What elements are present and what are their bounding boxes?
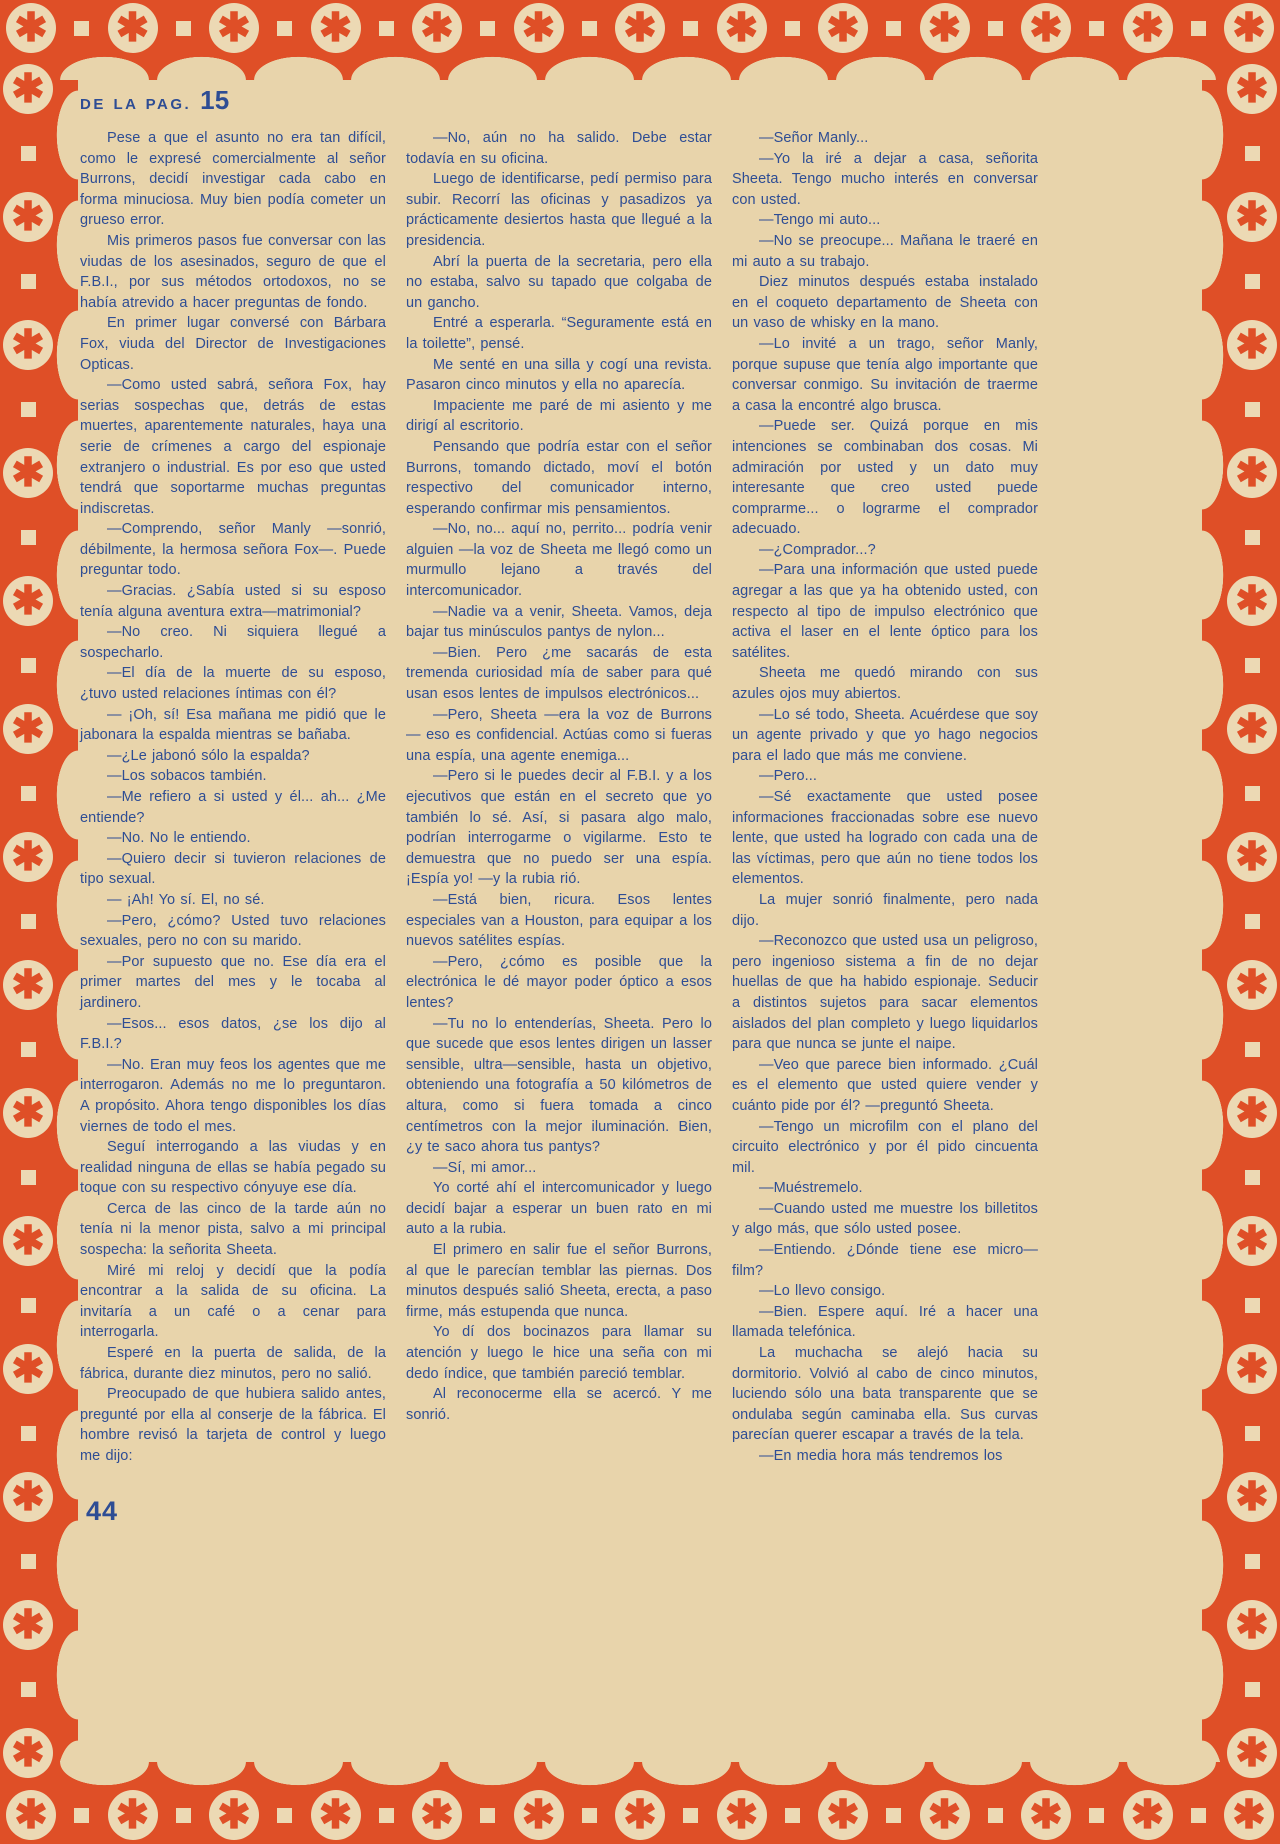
border-square-ornament (683, 21, 698, 36)
paragraph: —Pero, Sheeta —era la voz de Burrons— eso es confidencial. Actúas como si fueras una espía, una agente enemiga... (406, 706, 712, 764)
paragraph: —Está bien, ricura. Esos lentes especiales van a Houston, para equipar a los nuevos satélites espías. (406, 891, 712, 950)
asterisk-medallion-icon: ✱ (920, 1790, 970, 1840)
border-square-ornament (21, 1298, 36, 1313)
border-top-decoration (0, 0, 1280, 56)
asterisk-medallion-icon: ✱ (209, 3, 259, 53)
border-square-ornament (1245, 786, 1260, 801)
paragraph: —No, no... aquí no, perrito... podría venir alguien —la voz de Sheeta me llegó como un murmullo lejano a través del intercomunicador. (406, 521, 712, 600)
asterisk-medallion-icon: ✱ (3, 64, 53, 114)
paragraph: —Reconozco que usted usa un peligroso, pero ingenioso sistema a fin de no dejar huellas de que ha habido espionaje. Seducir a distintos sujetos para sacar elementos aislados del plan completo y luego liquidarlos para que nunca se junte el naipe. (732, 933, 1038, 1053)
paragraph: —Veo que parece bien informado. ¿Cuál es el elemento que usted quiere vender y cuánto pide por él? —preguntó Sheeta. (732, 1056, 1038, 1114)
asterisk-medallion-icon: ✱ (1227, 1472, 1277, 1522)
asterisk-medallion-icon: ✱ (3, 576, 53, 626)
paragraph: Al reconocerme ella se acercó. Y me sonrió. (406, 1386, 712, 1423)
paragraph: —No creo. Ni siquiera llegué a sospecharlo. (80, 624, 386, 661)
border-square-ornament (480, 21, 495, 36)
asterisk-medallion-icon: ✱ (1227, 1728, 1277, 1778)
paragraph: —¿Comprador...? (759, 541, 876, 558)
paragraph: Miré mi reloj y decidí que la podía encontrar a la salida de su oficina. La invitaría a un café o a cenar para interrogarla. (80, 1262, 386, 1341)
paragraph: Seguí interrogando a las viudas y en realidad ninguna de ellas se había pegado su toque con su respectivo cónyuye ese día. (80, 1139, 386, 1197)
border-square-ornament (21, 1426, 36, 1441)
asterisk-medallion-icon: ✱ (920, 3, 970, 53)
asterisk-medallion-icon: ✱ (6, 3, 56, 53)
asterisk-medallion-icon: ✱ (818, 3, 868, 53)
border-square-ornament (1245, 1426, 1260, 1441)
border-left-decoration (0, 56, 56, 1786)
border-square-ornament (277, 21, 292, 36)
asterisk-medallion-icon: ✱ (209, 1790, 259, 1840)
paragraph: —Sé exactamente que usted posee informaciones fraccionadas sobre ese nuevo lente, que usted ha logrado con cada una de las víctimas, pero que aún no tiene todos los elementos. (732, 789, 1038, 888)
paragraph: Preocupado de que hubiera salido antes, pregunté por ella al conserje de la fábrica. El hombre revisó la tarjeta de control y luego me dijo: (80, 1386, 386, 1464)
paragraph: Luego de identificarse, pedí permiso para subir. Recorrí las oficinas y pasadizos ya prácticamente desiertos hasta que llegué a la presidencia. (406, 171, 712, 249)
paragraph: —Para una información que usted puede agregar a las que ya ha obtenido usted, con respecto al tipo de impulso electrónico que activa el laser en el lente óptico para los satélites. (732, 562, 1038, 661)
paragraph: —Sí, mi amor... (433, 1159, 537, 1176)
paragraph: Pese a que el asunto no era tan difícil, como le expresé comercialmente al señor Burrons, decidí investigar cada cabo en forma minuciosa. Muy bien podía cometer un grueso error. (80, 130, 386, 229)
border-square-ornament (21, 274, 36, 289)
asterisk-medallion-icon: ✱ (3, 1472, 53, 1522)
border-square-ornament (988, 1808, 1003, 1823)
paragraph: —Esos... esos datos, ¿se los dijo al F.B.I.? (80, 1015, 386, 1053)
continued-from-page-number: 15 (200, 85, 230, 115)
asterisk-medallion-icon: ✱ (1224, 3, 1274, 53)
paragraph: Me senté en una silla y cogí una revista. Pasaron cinco minutos y ella no aparecía. (406, 356, 712, 394)
paragraph: —Cuando usted me muestre los billetitos y algo más, que sólo usted posee. (732, 1200, 1038, 1238)
border-square-ornament (21, 146, 36, 161)
paragraph: —Tu no lo entenderías, Sheeta. Pero lo que sucede que esos lentes dirigen un lasser sensible, ultra—sensible, hasta un objetivo, obteniendo una fotografía a 50 kilómetros de altura, como si fuera tomada a cinco centímetros con la mejor iluminación. Bien, ¿y te saco ahora tus pantys? (406, 1015, 712, 1156)
border-square-ornament (1245, 274, 1260, 289)
asterisk-medallion-icon: ✱ (1227, 704, 1277, 754)
paragraph: —Puede ser. Quizá porque en mis intenciones se combinaban dos cosas. Mi admiración por usted y un dato muy interesante que creo usted puede comprarme... o lograrme el comprador adecuado. (732, 418, 1038, 538)
paragraph: — ¡Oh, sí! Esa mañana me pidió que le jabonara la espalda mientras se bañaba. (80, 706, 386, 744)
border-square-ornament (379, 21, 394, 36)
paragraph: —Gracias. ¿Sabía usted si su esposo tenía alguna aventura extra—matrimonial? (80, 583, 386, 620)
paragraph: —No, aún no ha salido. Debe estar todavía en su oficina. (406, 130, 712, 167)
border-square-ornament (74, 1808, 89, 1823)
asterisk-medallion-icon: ✱ (1123, 3, 1173, 53)
border-square-ornament (1089, 1808, 1104, 1823)
asterisk-medallion-icon: ✱ (1227, 1600, 1277, 1650)
border-square-ornament (988, 21, 1003, 36)
paragraph: —Tengo un microfilm con el plano del circuito electrónico y por él pido cincuenta mil. (732, 1118, 1038, 1176)
asterisk-medallion-icon: ✱ (818, 1790, 868, 1840)
paragraph: —Lo sé todo, Sheeta. Acuérdese que soy un agente privado y que yo hago negocios para el lado que más me conviene. (732, 706, 1038, 764)
border-square-ornament (21, 1682, 36, 1697)
border-bottom-decoration (0, 1786, 1280, 1844)
asterisk-medallion-icon: ✱ (514, 1790, 564, 1840)
asterisk-medallion-icon: ✱ (311, 1790, 361, 1840)
border-square-ornament (1191, 21, 1206, 36)
asterisk-medallion-icon: ✱ (3, 1344, 53, 1394)
asterisk-medallion-icon: ✱ (717, 3, 767, 53)
paragraph: —Como usted sabrá, señora Fox, hay serias sospechas que, detrás de estas muertes, aparentemente naturales, haya una serie de crímenes a cargo del espionaje extranjero o industrial. Es por eso que usted tendrá que soportarme muchas preguntas indiscretas. (80, 377, 386, 517)
border-square-ornament (582, 1808, 597, 1823)
border-square-ornament (1245, 530, 1260, 545)
border-square-ornament (1245, 1682, 1260, 1697)
border-right-decoration (1224, 56, 1280, 1786)
paragraph: —Yo la iré a dejar a casa, señorita Sheeta. Tengo mucho interés en conversar con usted. (732, 150, 1038, 208)
paragraph: —Los sobacos también. (107, 768, 267, 785)
border-square-ornament (1245, 402, 1260, 417)
paragraph: —Entiendo. ¿Dónde tiene ese micro—film? (732, 1242, 1038, 1279)
paragraph: —El día de la muerte de su esposo, ¿tuvo usted relaciones íntimas con él? (80, 665, 386, 703)
border-square-ornament (785, 21, 800, 36)
paragraph: —No. Eran muy feos los agentes que me interrogaron. Además no me lo preguntaron. A propósito. Ahora tengo disponibles los días viernes de todo el mes. (80, 1056, 386, 1135)
paragraph: —Señor Manly... (759, 130, 869, 146)
border-square-ornament (1245, 1170, 1260, 1185)
paragraph: Entré a esperarla. “Seguramente está en la toilette”, pensé. (406, 315, 712, 352)
asterisk-medallion-icon: ✱ (1227, 64, 1277, 114)
paragraph: — ¡Ah! Yo sí. El, no sé. (107, 891, 265, 908)
asterisk-medallion-icon: ✱ (6, 1790, 56, 1840)
asterisk-medallion-icon: ✱ (412, 1790, 462, 1840)
border-square-ornament (1089, 21, 1104, 36)
asterisk-medallion-icon: ✱ (1227, 1344, 1277, 1394)
asterisk-medallion-icon: ✱ (108, 3, 158, 53)
border-square-ornament (582, 21, 597, 36)
border-square-ornament (21, 530, 36, 545)
border-square-ornament (1191, 1808, 1206, 1823)
paragraph: —Por supuesto que no. Ese día era el primer martes del mes y le tocaba al jardinero. (80, 953, 386, 1011)
asterisk-medallion-icon: ✱ (1227, 1088, 1277, 1138)
asterisk-medallion-icon: ✱ (615, 1790, 665, 1840)
paragraph: Yo corté ahí el intercomunicador y luego decidí bajar a esperar un buen rato en mi auto a la rubia. (406, 1180, 712, 1238)
border-square-ornament (886, 21, 901, 36)
asterisk-medallion-icon: ✱ (615, 3, 665, 53)
paragraph: —Bien. Pero ¿me sacarás de esta tremenda curiosidad mía de saber para qué usan esos lentes de impulsos electrónicos... (406, 644, 712, 703)
asterisk-medallion-icon: ✱ (3, 192, 53, 242)
story-text-area (80, 85, 1038, 1467)
border-square-ornament (379, 1808, 394, 1823)
asterisk-medallion-icon: ✱ (3, 320, 53, 370)
border-square-ornament (1245, 146, 1260, 161)
paragraph: —No se preocupe... Mañana le traeré en mi auto a su trabajo. (732, 232, 1038, 270)
asterisk-medallion-icon: ✱ (3, 448, 53, 498)
border-square-ornament (21, 402, 36, 417)
border-square-ornament (21, 1554, 36, 1569)
paragraph: —Tengo mi auto... (759, 212, 881, 229)
asterisk-medallion-icon: ✱ (1227, 1216, 1277, 1266)
asterisk-medallion-icon: ✱ (108, 1790, 158, 1840)
asterisk-medallion-icon: ✱ (717, 1790, 767, 1840)
paragraph: Esperé en la puerta de salida, de la fábrica, durante diez minutos, pero no salió. (80, 1345, 386, 1382)
paragraph: —¿Le jabonó sólo la espalda? (107, 747, 310, 764)
text-column-1 (80, 85, 386, 1467)
asterisk-medallion-icon: ✱ (3, 1728, 53, 1778)
border-square-ornament (1245, 1042, 1260, 1057)
paragraph: —Comprendo, señor Manly —sonrió, débilmente, la hermosa señora Fox—. Puede preguntar todo. (80, 521, 386, 579)
border-square-ornament (21, 1042, 36, 1057)
scallop-edge-bottom (56, 1762, 1224, 1786)
paragraph: —Pero, ¿cómo es posible que la electrónica le dé mayor poder óptico a esos lentes? (406, 953, 712, 1011)
paragraph: Yo dí dos bocinazos para llamar su atención y luego le hice una seña con mi dedo índice, que también pareció temblar. (406, 1324, 712, 1382)
paragraph: —Nadie va a venir, Sheeta. Vamos, deja bajar tus minúsculos pantys de nylon... (406, 603, 712, 641)
asterisk-medallion-icon: ✱ (1227, 576, 1277, 626)
asterisk-medallion-icon: ✱ (1224, 1790, 1274, 1840)
continued-from-header (80, 85, 386, 120)
paragraph: —Lo invité a un trago, señor Manly, porque supuse que tenía algo importante que conversar conmigo. Su invitación de traerme a casa la encontré algo brusca. (732, 335, 1038, 414)
paragraph: —Muéstremelo. (759, 1180, 863, 1197)
scallop-edge-left (56, 80, 78, 1762)
paragraph: Pensando que podría estar con el señor Burrons, tomando dictado, moví el botón respectivo del comunicador interno, esperando confirmar mis pensamientos. (406, 438, 712, 517)
asterisk-medallion-icon: ✱ (1227, 960, 1277, 1010)
paragraph: —Lo llevo consigo. (759, 1283, 886, 1300)
text-column-2 (406, 90, 712, 1467)
asterisk-medallion-icon: ✱ (3, 704, 53, 754)
paragraph: Cerca de las cinco de la tarde aún no tenía ni la menor pista, salvo a mi principal sospecha: la señorita Sheeta. (80, 1200, 386, 1259)
border-square-ornament (480, 1808, 495, 1823)
paragraph: —Me refiero a si usted y él... ah... ¿Me entiende? (80, 789, 386, 826)
text-column-3 (732, 90, 1038, 1467)
paragraph: —Quiero decir si tuvieron relaciones de tipo sexual. (80, 850, 386, 888)
paragraph: —Pero... (759, 768, 818, 785)
border-square-ornament (1245, 658, 1260, 673)
paragraph: Sheeta me quedó mirando con sus azules ojos muy abiertos. (732, 665, 1038, 703)
continued-from-label: DE LA PAG. (80, 96, 192, 113)
border-square-ornament (886, 1808, 901, 1823)
paragraph: —Bien. Espere aquí. Iré a hacer una llamada telefónica. (732, 1303, 1038, 1341)
border-square-ornament (74, 21, 89, 36)
border-square-ornament (21, 914, 36, 929)
paragraph: —No. No le entiendo. (107, 830, 251, 847)
asterisk-medallion-icon: ✱ (1227, 832, 1277, 882)
border-square-ornament (1245, 1554, 1260, 1569)
border-square-ornament (21, 1170, 36, 1185)
paragraph: En primer lugar conversé con Bárbara Fox, viuda del Director de Investigaciones Opticas. (80, 315, 386, 373)
border-square-ornament (277, 1808, 292, 1823)
paragraph: La muchacha se alejó hacia su dormitorio. Volvió al cabo de cinco minutos, luciendo sólo una bata transparente que se ondulaba según caminaba ella. Sus curvas parecían querer escapar a través de la tela. (732, 1345, 1038, 1444)
paragraph: Impaciente me paré de mi asiento y me dirigí al escritorio. (406, 397, 712, 435)
scallop-edge-right (1202, 80, 1224, 1762)
paragraph: —En media hora más tendremos los (759, 1448, 1003, 1464)
asterisk-medallion-icon: ✱ (412, 3, 462, 53)
paragraph: Abrí la puerta de la secretaria, pero ella no estaba, salvo su tapado que colgaba de un gancho. (406, 253, 712, 311)
asterisk-medallion-icon: ✱ (1021, 1790, 1071, 1840)
scallop-edge-top (56, 56, 1224, 80)
asterisk-medallion-icon: ✱ (3, 1600, 53, 1650)
asterisk-medallion-icon: ✱ (1123, 1790, 1173, 1840)
paragraph: —Pero si le puedes decir al F.B.I. y a los ejecutivos que están en el secreto que yo también lo sé. Así, si pasara algo malo, podrían interrogarme o vigilarme. Esto te demuestra que no puedo ser una espía. ¡Espía yo! —y la rubia rió. (406, 768, 712, 888)
border-square-ornament (785, 1808, 800, 1823)
border-square-ornament (1245, 914, 1260, 929)
asterisk-medallion-icon: ✱ (514, 3, 564, 53)
asterisk-medallion-icon: ✱ (3, 960, 53, 1010)
border-square-ornament (176, 21, 191, 36)
paragraph: Diez minutos después estaba instalado en el coqueto departamento de Sheeta con un vaso de whisky en la mano. (732, 274, 1038, 332)
border-square-ornament (176, 1808, 191, 1823)
asterisk-medallion-icon: ✱ (3, 832, 53, 882)
asterisk-medallion-icon: ✱ (1227, 192, 1277, 242)
border-square-ornament (21, 658, 36, 673)
asterisk-medallion-icon: ✱ (1227, 320, 1277, 370)
paragraph: —Pero, ¿cómo? Usted tuvo relaciones sexuales, pero no con su marido. (80, 912, 386, 950)
border-square-ornament (1245, 1298, 1260, 1313)
border-square-ornament (683, 1808, 698, 1823)
asterisk-medallion-icon: ✱ (1227, 448, 1277, 498)
asterisk-medallion-icon: ✱ (1021, 3, 1071, 53)
page-number: 44 (86, 1496, 119, 1526)
border-square-ornament (21, 786, 36, 801)
paragraph: Mis primeros pasos fue conversar con las viudas de los asesinados, seguro de que el F.B.I., por sus métodos ortodoxos, no se había atrevido a hacer preguntas de fondo. (80, 232, 386, 311)
asterisk-medallion-icon: ✱ (3, 1088, 53, 1138)
paragraph: El primero en salir fue el señor Burrons, al que le parecían temblar las piernas. Dos minutos después salió Sheeta, erecta, a paso firme, más estupenda que nunca. (406, 1242, 712, 1320)
paragraph: La mujer sonrió finalmente, pero nada dijo. (732, 891, 1038, 929)
asterisk-medallion-icon: ✱ (311, 3, 361, 53)
asterisk-medallion-icon: ✱ (3, 1216, 53, 1266)
